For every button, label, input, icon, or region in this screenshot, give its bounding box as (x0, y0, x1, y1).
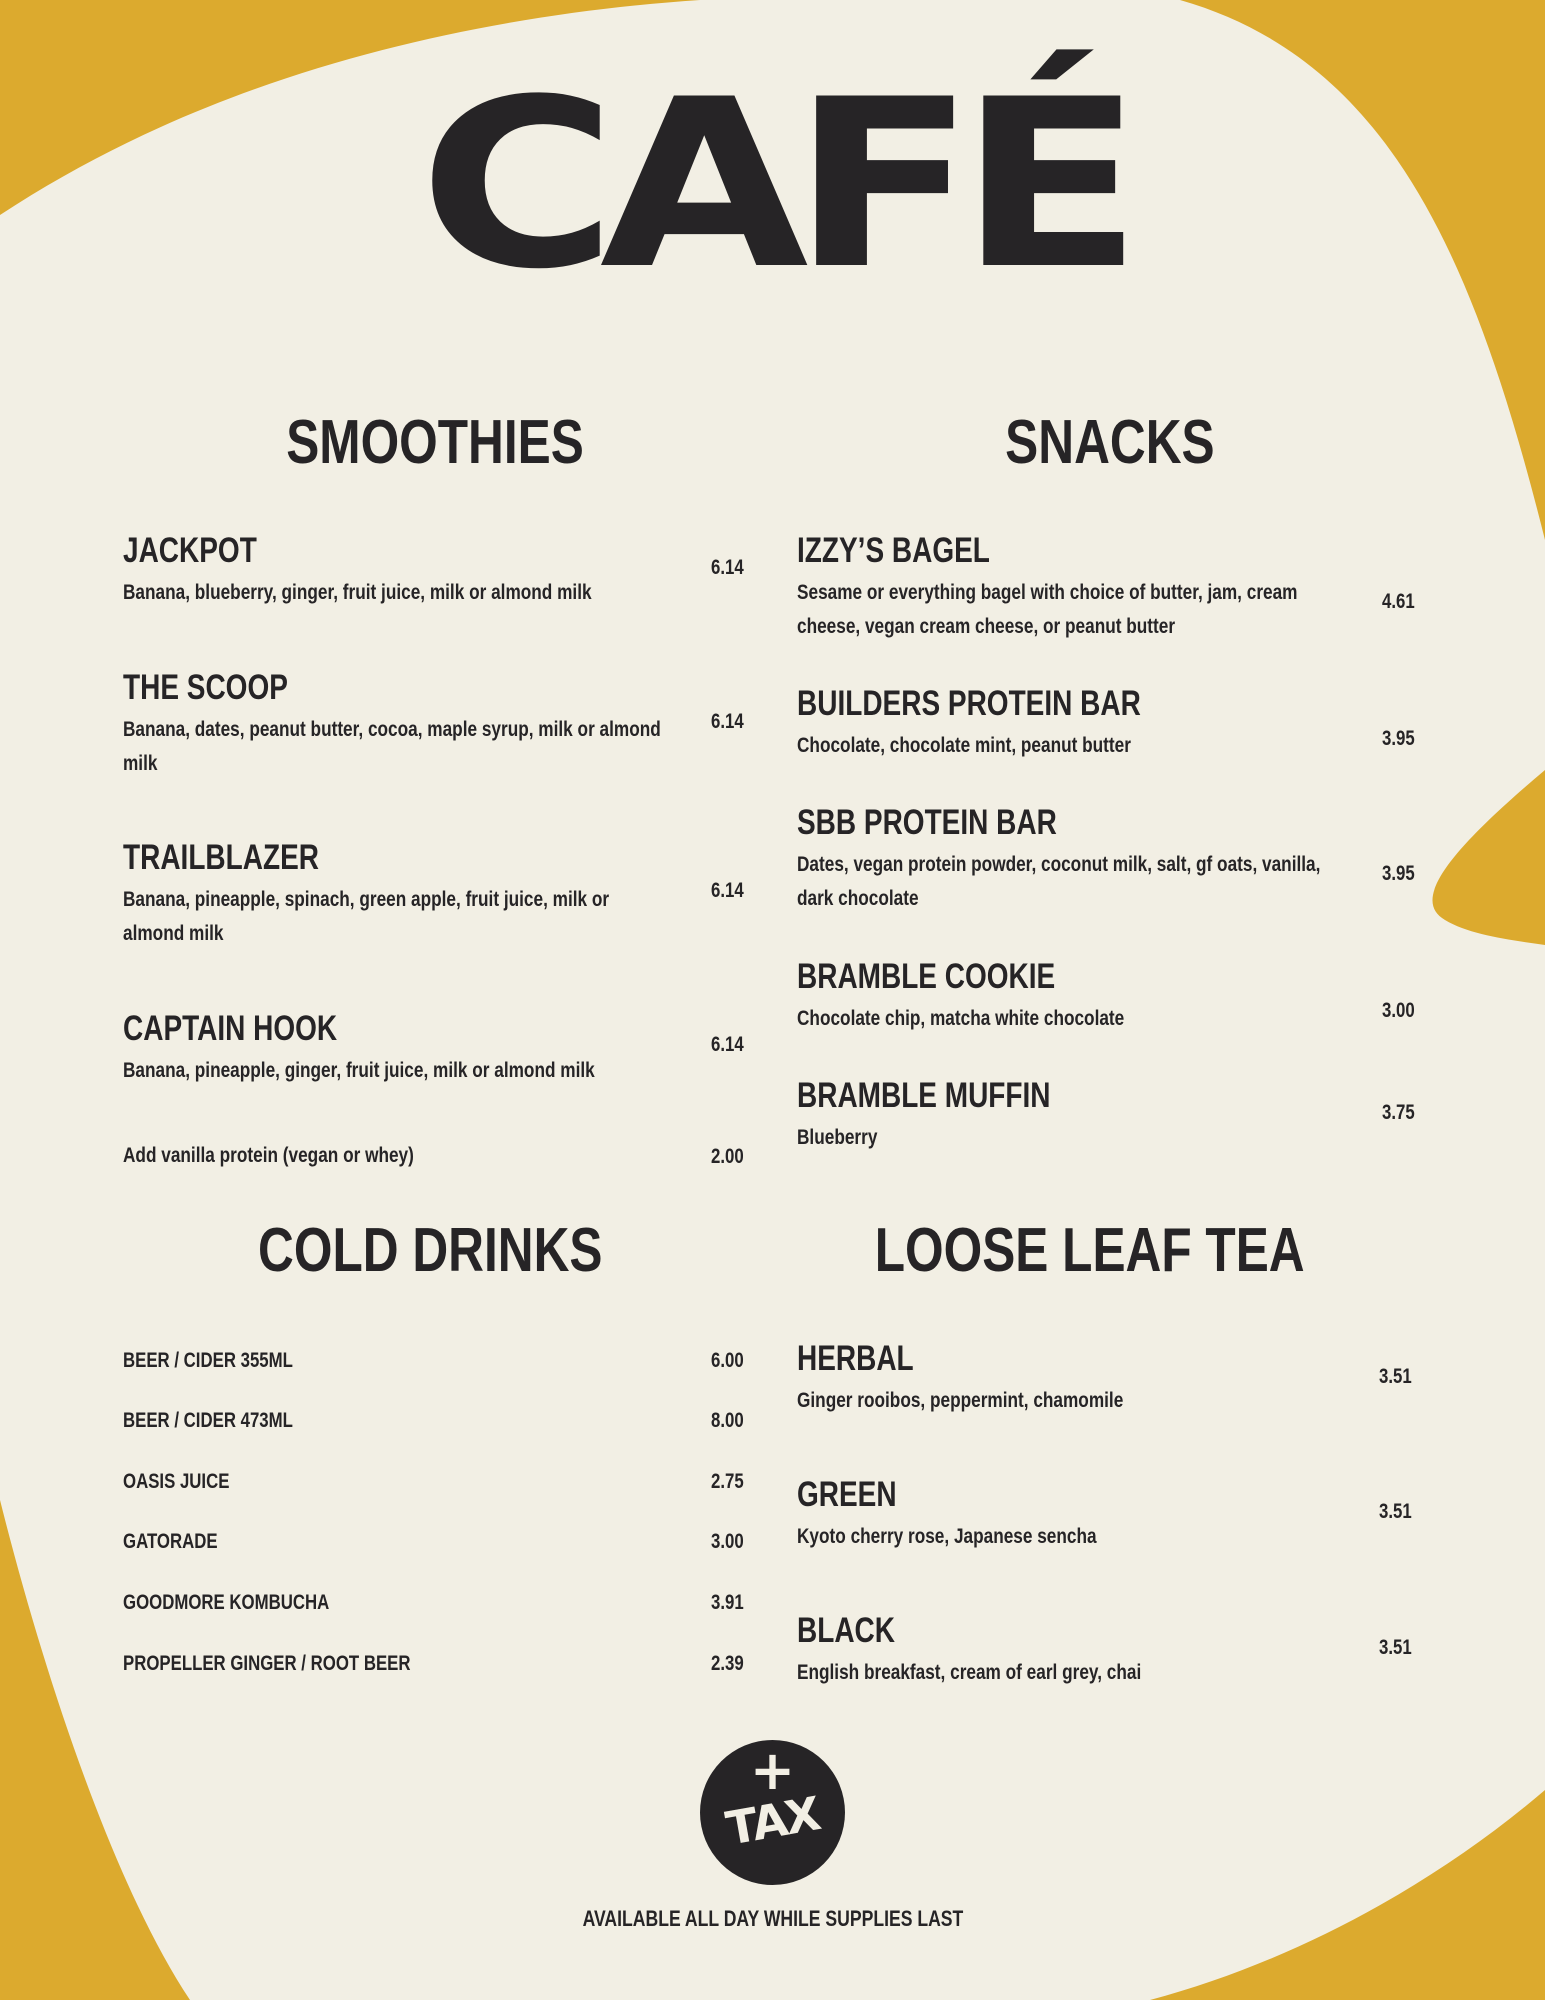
drink-name: OASIS JUICE (123, 1470, 230, 1493)
plus-tax-badge (700, 1740, 845, 1885)
menu-item-description: Banana, blueberry, ginger, fruit juice, milk or almond milk (123, 581, 592, 604)
drink-name: GOODMORE KOMBUCHA (123, 1591, 330, 1614)
drink-name: GATORADE (123, 1530, 218, 1553)
menu-item-description: Blueberry (797, 1126, 878, 1149)
menu-item-name: JACKPOT (123, 531, 257, 570)
drink-price: 3.91 (711, 1591, 744, 1614)
menu-item-description: dark chocolate (797, 887, 919, 910)
cold-drinks-section-title: COLD DRINKS (257, 1216, 603, 1285)
menu-item-description: cheese, vegan cream cheese, or peanut butter (797, 615, 1176, 638)
menu-item-price: 4.61 (1382, 590, 1415, 613)
drink-price: 2.39 (711, 1652, 744, 1675)
addon-price: 2.00 (711, 1145, 744, 1168)
menu-item-price: 3.75 (1382, 1101, 1415, 1124)
menu-item-name: BUILDERS PROTEIN BAR (797, 684, 1141, 723)
availability-note: AVAILABLE ALL DAY WHILE SUPPLIES LAST (582, 1906, 963, 1931)
menu-item-description: Kyoto cherry rose, Japanese sencha (797, 1525, 1097, 1548)
menu-item-description: English breakfast, cream of earl grey, chai (797, 1661, 1142, 1684)
menu-item-price: 3.00 (1382, 999, 1415, 1022)
menu-item-name: GREEN (797, 1475, 897, 1514)
menu-item-description: Chocolate chip, matcha white chocolate (797, 1007, 1125, 1030)
menu-item-price: 3.51 (1379, 1365, 1412, 1388)
snacks-section-title: SNACKS (1005, 408, 1215, 477)
menu-item-name: TRAILBLAZER (123, 838, 319, 877)
drink-price: 2.75 (711, 1470, 744, 1493)
menu-item-description: Ginger rooibos, peppermint, chamomile (797, 1389, 1124, 1412)
menu-item-name: CAPTAIN HOOK (123, 1009, 338, 1048)
drink-price: 6.00 (711, 1349, 744, 1372)
menu-item-description: Banana, dates, peanut butter, cocoa, maple syrup, milk or almond (123, 718, 661, 741)
menu-item-name: IZZY’S BAGEL (797, 531, 990, 570)
drink-price: 3.00 (711, 1530, 744, 1553)
menu-item-name: BRAMBLE COOKIE (797, 957, 1056, 996)
menu-item-description: Sesame or everything bagel with choice of butter, jam, cream (797, 581, 1298, 604)
drink-name: BEER / CIDER 355ML (123, 1349, 293, 1372)
menu-item-name: BRAMBLE MUFFIN (797, 1076, 1051, 1115)
menu-item-description: Chocolate, chocolate mint, peanut butter (797, 734, 1131, 757)
loose-leaf-tea-section-title: LOOSE LEAF TEA (875, 1216, 1305, 1285)
menu-item-name: BLACK (797, 1611, 895, 1650)
menu-item-price: 6.14 (711, 710, 744, 733)
drink-name: BEER / CIDER 473ML (123, 1409, 293, 1432)
menu-item-description: Dates, vegan protein powder, coconut milk, salt, gf oats, vanilla, (797, 853, 1321, 876)
menu-item-name: SBB PROTEIN BAR (797, 803, 1057, 842)
menu-item-price: 6.14 (711, 1033, 744, 1056)
drink-name: PROPELLER GINGER / ROOT BEER (123, 1652, 411, 1675)
addon-label: Add vanilla protein (vegan or whey) (123, 1144, 414, 1167)
cafe-logo-title: CAFÉ (419, 49, 1126, 320)
menu-item-price: 3.51 (1379, 1636, 1412, 1659)
tax-badge-text: TAX (722, 1786, 823, 1856)
menu-item-description: milk (123, 752, 158, 775)
menu-item-price: 6.14 (711, 556, 744, 579)
plus-icon: + (749, 1739, 796, 1802)
menu-item-name: HERBAL (797, 1339, 914, 1378)
menu-item-description: almond milk (123, 922, 224, 945)
menu-item-price: 3.95 (1382, 862, 1415, 885)
menu-item-price: 3.51 (1379, 1500, 1412, 1523)
smoothies-section-title: SMOOTHIES (286, 408, 584, 477)
menu-item-price: 6.14 (711, 879, 744, 902)
drink-price: 8.00 (711, 1409, 744, 1432)
menu-item-price: 3.95 (1382, 727, 1415, 750)
menu-item-description: Banana, pineapple, spinach, green apple, fruit juice, milk or (123, 888, 610, 911)
menu-item-name: THE SCOOP (123, 668, 288, 707)
menu-item-description: Banana, pineapple, ginger, fruit juice, milk or almond milk (123, 1059, 595, 1082)
